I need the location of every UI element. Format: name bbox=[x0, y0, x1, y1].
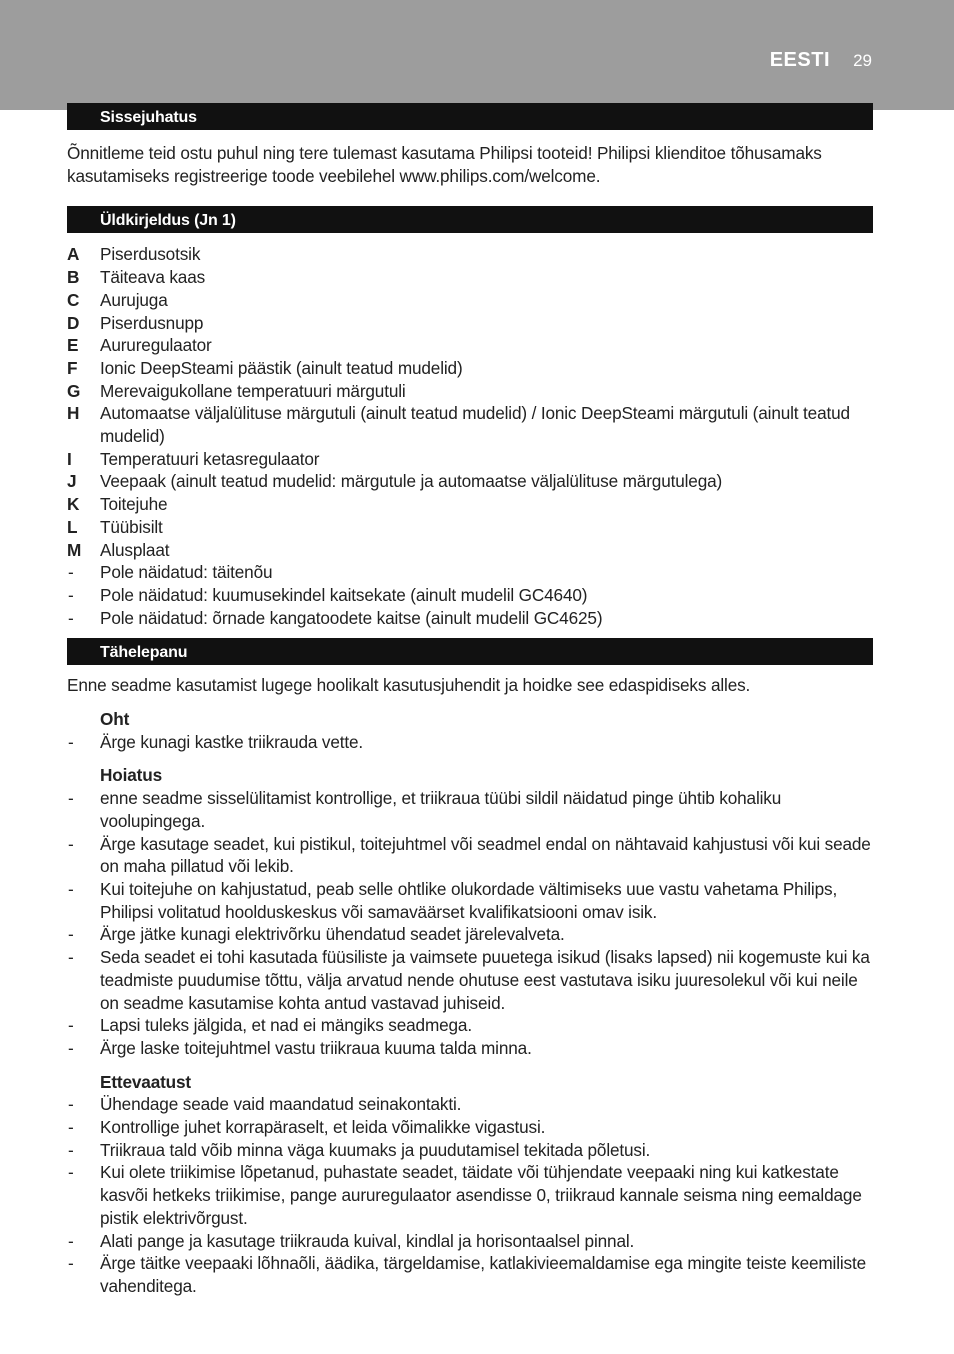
bullet-dash: - bbox=[68, 1094, 74, 1115]
subheading-caution: Ettevaatust bbox=[100, 1071, 192, 1092]
bullet-dash: - bbox=[68, 1253, 74, 1274]
item-text: enne seadme sisselülitamist kontrollige, et triikraua tüübi sildil näidatud pinge ühtib kohaliku voolupingega. bbox=[100, 788, 782, 831]
list-item bbox=[67, 607, 873, 630]
caution-list bbox=[67, 1093, 873, 1297]
section-heading-intro: Sissejuhatus bbox=[67, 103, 873, 130]
item-letter: A bbox=[67, 244, 80, 265]
item-text: Ionic DeepSteami päästik (ainult teatud mudelid) bbox=[100, 357, 463, 378]
item-text: Täiteava kaas bbox=[100, 267, 206, 288]
item-text: Ärge kasutage seadet, kui pistikul, toitejuhtmel või seadmel endal on nähtavaid kahjustusi või kui seade on maha pillatud või lekib. bbox=[100, 833, 871, 877]
bullet-dash: - bbox=[68, 584, 74, 605]
item-letter: I bbox=[67, 448, 72, 469]
bullet-dash: - bbox=[68, 731, 74, 752]
bullet-dash: - bbox=[68, 1230, 74, 1251]
item-text: Ärge täitke veepaaki lõhnaõli, äädika, tärgeldamise, katlakivieemaldamise ega mingite teiste keemiliste vahenditega. bbox=[100, 1253, 867, 1296]
bullet-dash: - bbox=[68, 947, 74, 968]
subheading-danger: Oht bbox=[100, 709, 130, 730]
list-item bbox=[67, 1014, 873, 1037]
list-item bbox=[67, 312, 873, 335]
item-letter: M bbox=[67, 539, 82, 560]
overview-list bbox=[67, 243, 873, 629]
item-text: Triikraua tald võib minna väga kuumaks ja puudutamisel tekitada põletusi. bbox=[100, 1139, 651, 1160]
warning-list bbox=[67, 787, 873, 1059]
list-item bbox=[67, 289, 873, 312]
list-item bbox=[67, 833, 873, 878]
item-text: Kui toitejuhe on kahjustatud, peab selle ohtlike olukordade vältimiseks uue vastu vahetama Philips, Philipsi volitatud hoolduskeskus või samaväärset kvalifikatsiooni omav isik. bbox=[100, 878, 838, 922]
section-heading-attention: Tähelepanu bbox=[67, 638, 873, 665]
list-item bbox=[67, 380, 873, 403]
item-text: Alusplaat bbox=[100, 539, 170, 560]
item-letter: D bbox=[67, 312, 80, 333]
list-item bbox=[67, 357, 873, 380]
bullet-dash: - bbox=[68, 924, 74, 945]
item-text: Lapsi tuleks jälgida, et nad ei mängiks seadmega. bbox=[100, 1015, 472, 1036]
item-letter: L bbox=[67, 516, 78, 537]
list-item bbox=[67, 1139, 873, 1162]
item-text: Aururegulaator bbox=[100, 335, 212, 356]
list-item bbox=[67, 1093, 873, 1116]
list-item bbox=[67, 1161, 873, 1229]
item-text: Ärge kunagi kastke triikrauda vette. bbox=[100, 731, 364, 752]
list-item bbox=[67, 1252, 873, 1297]
list-item bbox=[67, 402, 873, 447]
bullet-dash: - bbox=[68, 788, 74, 809]
item-text: Ühendage seade vaid maandatud seinakontakti. bbox=[100, 1094, 462, 1115]
attention-text: Enne seadme kasutamist lugege hoolikalt kasutusjuhendit ja hoidke see edaspidiseks alles. bbox=[67, 675, 751, 696]
list-item bbox=[67, 243, 873, 266]
list-item bbox=[67, 787, 873, 832]
item-text: Ärge jätke kunagi elektrivõrku ühendatud seadet järelevalveta. bbox=[100, 924, 565, 945]
item-text: Alati pange ja kasutage triikrauda kuival, kindlal ja horisontaalsel pinnal. bbox=[100, 1230, 635, 1251]
bullet-dash: - bbox=[68, 562, 74, 583]
bullet-dash: - bbox=[68, 1015, 74, 1036]
list-item bbox=[67, 266, 873, 289]
item-text: Pole näidatud: õrnade kangatoodete kaitse (ainult mudelil GC4625) bbox=[100, 607, 603, 628]
list-item bbox=[67, 516, 873, 539]
bullet-dash: - bbox=[68, 1117, 74, 1138]
list-item bbox=[67, 561, 873, 584]
item-letter: E bbox=[67, 335, 79, 356]
item-letter: H bbox=[67, 403, 80, 424]
list-item bbox=[67, 470, 873, 493]
item-text: Kui olete triikimise lõpetanud, puhastate seadet, täidate või tühjendate veepaaki ning kui katkestate kasvõi hetkeks triikimise, pange aururegulaator asendisse 0, triikraud kannale seisma ning eemaldage pistik elektrivõrgust. bbox=[100, 1162, 862, 1228]
item-text: Piserdusnupp bbox=[100, 312, 204, 333]
header-language: EESTI bbox=[769, 49, 830, 71]
item-letter: J bbox=[67, 471, 77, 492]
item-text: Kontrollige juhet korrapäraselt, et leida võimalikke vigastusi. bbox=[100, 1117, 546, 1138]
page-header-bar bbox=[0, 0, 954, 110]
item-text: Merevaigukollane temperatuuri märgutuli bbox=[100, 380, 406, 401]
bullet-dash: - bbox=[68, 1037, 74, 1058]
item-letter: G bbox=[67, 380, 81, 401]
item-text: Ärge laske toitejuhtmel vastu triikraua kuuma talda minna. bbox=[100, 1037, 532, 1058]
list-item bbox=[67, 539, 873, 562]
section-heading-overview: Üldkirjeldus (Jn 1) bbox=[67, 206, 873, 233]
list-item bbox=[67, 946, 873, 1014]
item-letter: F bbox=[67, 357, 78, 378]
danger-list bbox=[67, 731, 873, 754]
list-item bbox=[67, 731, 873, 754]
item-text: Piserdusotsik bbox=[100, 244, 201, 265]
item-text: Seda seadet ei tohi kasutada füüsiliste ja vaimsete puuetega isikud (lisaks lapsed) nii kogemuste kui ka teadmiste puudumise tõttu, välja arvatud nende ohutuse eest vastutava isiku juuresolekul või kui neile on seadme kasutamise kohta antud vastavad juhiseid. bbox=[100, 947, 870, 1013]
list-item bbox=[67, 584, 873, 607]
list-item bbox=[67, 878, 873, 923]
bullet-dash: - bbox=[68, 833, 74, 854]
item-letter: B bbox=[67, 267, 80, 288]
item-letter: K bbox=[67, 494, 80, 515]
intro-text: Õnnitleme teid ostu puhul ning tere tulemast kasutama Philipsi tooteid! Philipsi klienditoe tõhusamaks kasutamiseks registreerige toode veebilehel www.philips.com/welcome. bbox=[67, 143, 822, 186]
list-item bbox=[67, 923, 873, 946]
item-text: Tüübisilt bbox=[100, 516, 163, 537]
item-text: Veepaak (ainult teatud mudelid: märgutule ja automaatse väljalülituse märgutulega) bbox=[100, 471, 723, 492]
list-item bbox=[67, 1116, 873, 1139]
page-number: 29 bbox=[853, 51, 872, 70]
list-item bbox=[67, 1230, 873, 1253]
item-letter: C bbox=[67, 289, 80, 310]
bullet-dash: - bbox=[68, 1162, 74, 1183]
subheading-warning: Hoiatus bbox=[100, 765, 162, 786]
bullet-dash: - bbox=[68, 878, 74, 899]
item-text: Toitejuhe bbox=[100, 494, 168, 515]
bullet-dash: - bbox=[68, 1139, 74, 1160]
item-text: Automaatse väljalülituse märgutuli (ainult teatud mudelid) / Ionic DeepSteami märgutuli (ainult teatud mudelid) bbox=[100, 403, 850, 447]
list-item bbox=[67, 334, 873, 357]
list-item bbox=[67, 448, 873, 471]
list-item bbox=[67, 1037, 873, 1060]
bullet-dash: - bbox=[68, 607, 74, 628]
item-text: Pole näidatud: täitenõu bbox=[100, 562, 273, 583]
item-text: Temperatuuri ketasregulaator bbox=[100, 448, 320, 469]
item-text: Pole näidatud: kuumusekindel kaitsekate (ainult mudelil GC4640) bbox=[100, 584, 588, 605]
page-content bbox=[67, 103, 873, 1298]
item-text: Aurujuga bbox=[100, 289, 168, 310]
list-item bbox=[67, 493, 873, 516]
